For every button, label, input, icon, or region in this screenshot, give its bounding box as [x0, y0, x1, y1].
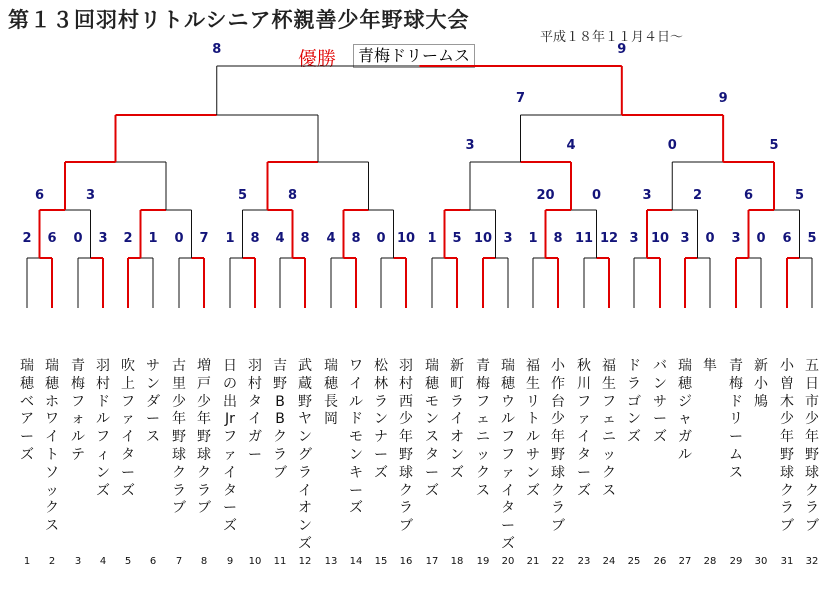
score-label: 0 [174, 231, 184, 246]
score-label: 7 [199, 231, 209, 246]
team-name: 新町ライオンズ [450, 358, 464, 481]
champion-team: 青梅ドリームス [353, 44, 475, 68]
score-label: 3 [465, 138, 475, 153]
team-name: 秋川ファイターズ [577, 358, 591, 499]
team-name: 羽村ドルフィンズ [96, 358, 110, 499]
team-number: 26 [653, 556, 667, 567]
team-number: 7 [175, 556, 183, 567]
team-name: ドラゴンズ [627, 358, 641, 446]
score-label: 10 [650, 231, 670, 246]
score-label: 4 [326, 231, 336, 246]
score-label: 2 [123, 231, 133, 246]
team-name: 隼 [703, 358, 717, 374]
score-label: 4 [275, 231, 285, 246]
team-name: 瑞穂ジャガル [678, 358, 692, 463]
team-name: 吹上ファイターズ [121, 358, 135, 499]
tournament-date: 平成１８年１１月４日～ [540, 30, 684, 45]
score-label: 3 [98, 231, 108, 246]
score-label: 10 [473, 231, 493, 246]
team-number: 19 [476, 556, 490, 567]
team-number: 5 [124, 556, 132, 567]
team-name: バンサーズ [653, 358, 667, 446]
team-number: 9 [226, 556, 234, 567]
team-name: 吉野BBクラブ [273, 358, 287, 481]
team-number: 24 [602, 556, 616, 567]
score-label: 5 [237, 188, 248, 203]
team-number: 30 [754, 556, 768, 567]
score-label: 8 [250, 231, 260, 246]
team-number: 31 [780, 556, 794, 567]
score-label: 2 [692, 188, 703, 203]
score-label: 12 [599, 231, 619, 246]
score-label: 8 [212, 42, 222, 57]
score-label: 6 [34, 188, 45, 203]
score-label: 0 [73, 231, 83, 246]
team-name: 小作台少年野球クラブ [551, 358, 565, 535]
team-number: 23 [577, 556, 591, 567]
team-number: 15 [374, 556, 388, 567]
tournament-title: 第１３回羽村リトルシニア杯親善少年野球大会 [8, 7, 470, 32]
team-number: 25 [627, 556, 641, 567]
score-label: 1 [225, 231, 235, 246]
score-label: 5 [807, 231, 817, 246]
score-label: 6 [47, 231, 57, 246]
team-name: 新小鳩 [754, 358, 768, 410]
team-name: 五日市少年野球クラブ [805, 358, 819, 535]
team-number: 6 [149, 556, 157, 567]
score-label: 9 [718, 91, 728, 106]
team-number: 17 [425, 556, 439, 567]
score-label: 5 [452, 231, 462, 246]
score-label: 8 [287, 188, 298, 203]
team-name: 瑞穂長岡 [324, 358, 338, 428]
team-number: 13 [324, 556, 338, 567]
score-label: 2 [22, 231, 32, 246]
team-name: 武蔵野ヤングライオンズ [298, 358, 312, 552]
team-number: 22 [551, 556, 565, 567]
score-label: 3 [731, 231, 741, 246]
team-number: 4 [99, 556, 107, 567]
team-number: 10 [248, 556, 262, 567]
team-name: 増戸少年野球クラブ [197, 358, 211, 517]
score-label: 0 [705, 231, 715, 246]
score-label: 3 [629, 231, 639, 246]
score-label: 6 [743, 188, 754, 203]
team-name: 古里少年野球クラブ [172, 358, 186, 517]
team-number: 12 [298, 556, 312, 567]
team-name: 瑞穂ウルフファイターズ [501, 358, 515, 552]
team-name: 青梅フェニックス [476, 358, 490, 499]
team-number: 2 [48, 556, 56, 567]
score-label: 3 [503, 231, 513, 246]
team-number: 20 [501, 556, 515, 567]
team-name: 羽村西少年野球クラブ [399, 358, 413, 535]
score-label: 3 [85, 188, 96, 203]
team-number: 18 [450, 556, 464, 567]
score-label: 7 [515, 91, 526, 106]
score-label: 0 [591, 188, 602, 203]
team-name: 羽村タイガー [248, 358, 262, 463]
team-name: 瑞穂ホワイトソックス [45, 358, 59, 535]
score-label: 0 [756, 231, 766, 246]
team-number: 14 [349, 556, 363, 567]
team-name: 瑞穂ベアーズ [20, 358, 34, 463]
score-label: 1 [148, 231, 158, 246]
team-name: 日の出Jrファイターズ [223, 358, 237, 535]
team-number: 16 [399, 556, 413, 567]
team-name: サンダース [146, 358, 160, 446]
score-label: 6 [782, 231, 792, 246]
score-label: 4 [566, 138, 576, 153]
score-label: 20 [536, 188, 555, 203]
team-number: 28 [703, 556, 717, 567]
team-number: 27 [678, 556, 692, 567]
team-number: 21 [526, 556, 540, 567]
score-label: 8 [351, 231, 361, 246]
team-name: 小曽木少年野球クラブ [780, 358, 794, 535]
score-label: 8 [300, 231, 310, 246]
score-label: 5 [769, 138, 779, 153]
score-label: 10 [396, 231, 416, 246]
score-label: 0 [667, 138, 677, 153]
team-number: 1 [23, 556, 31, 567]
team-name: 福生フェニックス [602, 358, 616, 499]
score-label: 9 [617, 42, 627, 57]
team-number: 29 [729, 556, 743, 567]
score-label: 11 [574, 231, 594, 246]
team-number: 8 [200, 556, 208, 567]
score-label: 3 [680, 231, 690, 246]
team-name: 福生リトルサンズ [526, 358, 540, 499]
score-label: 3 [642, 188, 652, 203]
score-label: 8 [553, 231, 563, 246]
score-label: 1 [427, 231, 437, 246]
team-name: 瑞穂モンスターズ [425, 358, 439, 499]
team-number: 32 [805, 556, 819, 567]
score-label: 0 [376, 231, 386, 246]
team-number: 11 [273, 556, 287, 567]
team-name: 青梅ドリームス [729, 358, 743, 481]
team-name: ワイルドモンキーズ [349, 358, 363, 517]
team-name: 青梅フォルテ [71, 358, 85, 463]
score-label: 1 [528, 231, 538, 246]
team-name: 松林ランナーズ [374, 358, 388, 481]
champion-label: 優勝 [298, 48, 337, 70]
team-number: 3 [74, 556, 82, 567]
score-label: 5 [794, 188, 805, 203]
